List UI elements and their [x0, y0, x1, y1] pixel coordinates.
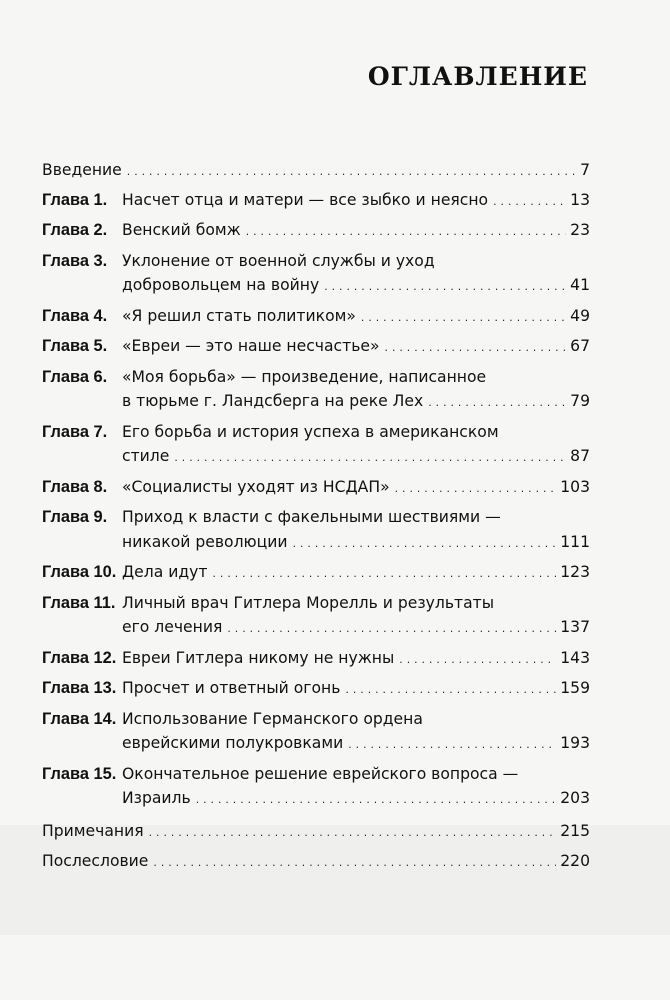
- toc-entry-chapter-10[interactable]: [42, 560, 590, 588]
- leader-dots: [323, 276, 566, 301]
- leader-dots: [211, 563, 556, 588]
- leader-dots: [347, 734, 556, 759]
- toc-entry-chapter-1[interactable]: [42, 188, 590, 216]
- toc-entry-chapter-12[interactable]: [42, 646, 590, 674]
- toc-entry-chapter-13[interactable]: [42, 676, 590, 704]
- chapter-label: Глава 13.: [42, 679, 117, 697]
- toc-page-number: 159: [560, 679, 590, 697]
- toc-entry-title: Личный врач Гитлера Морелль и результаты: [122, 593, 495, 612]
- chapter-label: Глава 5.: [42, 337, 108, 355]
- toc-entry-title-cont: Израиль: [122, 789, 191, 807]
- leader-dots: [245, 221, 566, 246]
- toc-page-number: 87: [570, 447, 590, 465]
- toc-entry-title-cont: никакой революции: [122, 532, 288, 551]
- toc-entry-title: Послесловие: [42, 852, 149, 870]
- toc-page-number: 193: [560, 734, 590, 752]
- toc-entry-notes[interactable]: [42, 819, 590, 847]
- toc-page-number: 137: [560, 618, 590, 636]
- toc-page-number: 103: [560, 477, 590, 496]
- toc-page-number: 111: [560, 532, 590, 551]
- chapter-label: Глава 4.: [42, 306, 108, 325]
- toc-entry-title: Приход к власти с факельными шествиями —: [122, 508, 501, 526]
- toc-entry-title-cont: в тюрьме г. Ландсберга на реке Лех: [122, 392, 424, 410]
- leader-dots: [394, 478, 557, 503]
- leader-dots: [152, 852, 556, 877]
- toc-page-number: 7: [580, 161, 590, 179]
- toc-page-number: 79: [570, 392, 590, 410]
- toc-page-number: 220: [560, 852, 590, 870]
- toc-entry-chapter-2[interactable]: [42, 218, 590, 246]
- chapter-label: Глава 2.: [42, 221, 108, 239]
- toc-page-number: 13: [570, 190, 590, 209]
- toc-entry-chapter-15[interactable]: [42, 762, 590, 814]
- toc-entry-title: Дела идут: [122, 563, 208, 581]
- toc-entry-title: Венский бомж: [122, 221, 241, 239]
- chapter-label: Глава 14.: [42, 709, 117, 728]
- leader-dots: [427, 392, 566, 417]
- toc-page-number: 67: [570, 337, 590, 355]
- toc-page-number: 203: [560, 789, 590, 807]
- leader-dots: [360, 307, 566, 332]
- toc-entry-afterword[interactable]: [42, 849, 590, 877]
- leader-dots: [384, 337, 567, 362]
- toc-entry-title: Окончательное решение еврейского вопроса —: [122, 764, 519, 783]
- leader-dots: [195, 789, 557, 814]
- toc-entry-title: Введение: [42, 161, 122, 179]
- toc-entry-chapter-5[interactable]: [42, 334, 590, 362]
- toc-entry-title: Примечания: [42, 821, 144, 840]
- toc-entry-title: Уклонение от военной службы и уход: [122, 251, 435, 270]
- toc-entry-title: Использование Германского ордена: [122, 709, 423, 728]
- page-title: ОГЛАВЛЕНИЕ: [367, 62, 588, 91]
- toc-entry-title: «Социалисты уходят из НСДАП»: [122, 477, 390, 496]
- chapter-label: Глава 11.: [42, 593, 116, 612]
- toc-entry-intro[interactable]: [42, 158, 590, 186]
- toc-page-number: 23: [570, 221, 590, 239]
- toc-entry-chapter-14[interactable]: [42, 707, 590, 759]
- toc-entry-chapter-3[interactable]: [42, 249, 590, 301]
- toc-page-number: 143: [560, 648, 590, 667]
- toc-entry-title-cont: добровольцем на войну: [122, 276, 320, 294]
- toc-entry-chapter-9[interactable]: [42, 505, 590, 557]
- chapter-label: Глава 15.: [42, 764, 117, 783]
- chapter-label: Глава 8.: [42, 477, 108, 496]
- chapter-label: Глава 3.: [42, 251, 108, 270]
- leader-dots: [226, 618, 556, 643]
- chapter-label: Глава 1.: [42, 190, 108, 209]
- leader-dots: [173, 447, 566, 472]
- toc-page-number: 123: [560, 563, 590, 581]
- chapter-label: Глава 9.: [42, 508, 108, 526]
- toc-entry-title-cont: его лечения: [122, 618, 223, 636]
- toc-entry-chapter-6[interactable]: [42, 365, 590, 417]
- chapter-label: Глава 6.: [42, 367, 108, 386]
- toc-entry-chapter-4[interactable]: [42, 304, 590, 332]
- toc-page-number: 49: [570, 306, 590, 325]
- toc-entry-title: Насчет отца и матери — все зыбко и неясно: [122, 190, 489, 209]
- chapter-label: Глава 7.: [42, 422, 108, 441]
- leader-dots: [148, 822, 557, 847]
- leader-dots: [344, 679, 556, 704]
- toc-entry-chapter-11[interactable]: [42, 591, 590, 643]
- leader-dots: [126, 161, 576, 186]
- toc-page-number: 215: [560, 821, 590, 840]
- chapter-label: Глава 10.: [42, 563, 117, 581]
- leader-dots: [492, 191, 566, 216]
- toc-entry-title: «Я решил стать политиком»: [122, 306, 356, 325]
- toc-entry-title: Его борьба и история успеха в американском: [122, 422, 499, 441]
- toc-entry-title: Евреи Гитлера никому не нужны: [122, 648, 395, 667]
- toc-entry-title: «Евреи — это наше несчастье»: [122, 337, 380, 355]
- toc-page-number: 41: [570, 276, 590, 294]
- chapter-label: Глава 12.: [42, 648, 117, 667]
- toc-entry-title-cont: стиле: [122, 447, 170, 465]
- leader-dots: [398, 649, 556, 674]
- toc-entry-chapter-8[interactable]: [42, 475, 590, 503]
- toc-entry-title: Просчет и ответный огонь: [122, 679, 341, 697]
- toc-entry-title-cont: еврейскими полукровками: [122, 734, 344, 752]
- leader-dots: [292, 533, 557, 558]
- table-of-contents: [42, 158, 590, 877]
- toc-entry-chapter-7[interactable]: [42, 420, 590, 472]
- toc-entry-title: «Моя борьба» — произведение, написанное: [122, 367, 487, 386]
